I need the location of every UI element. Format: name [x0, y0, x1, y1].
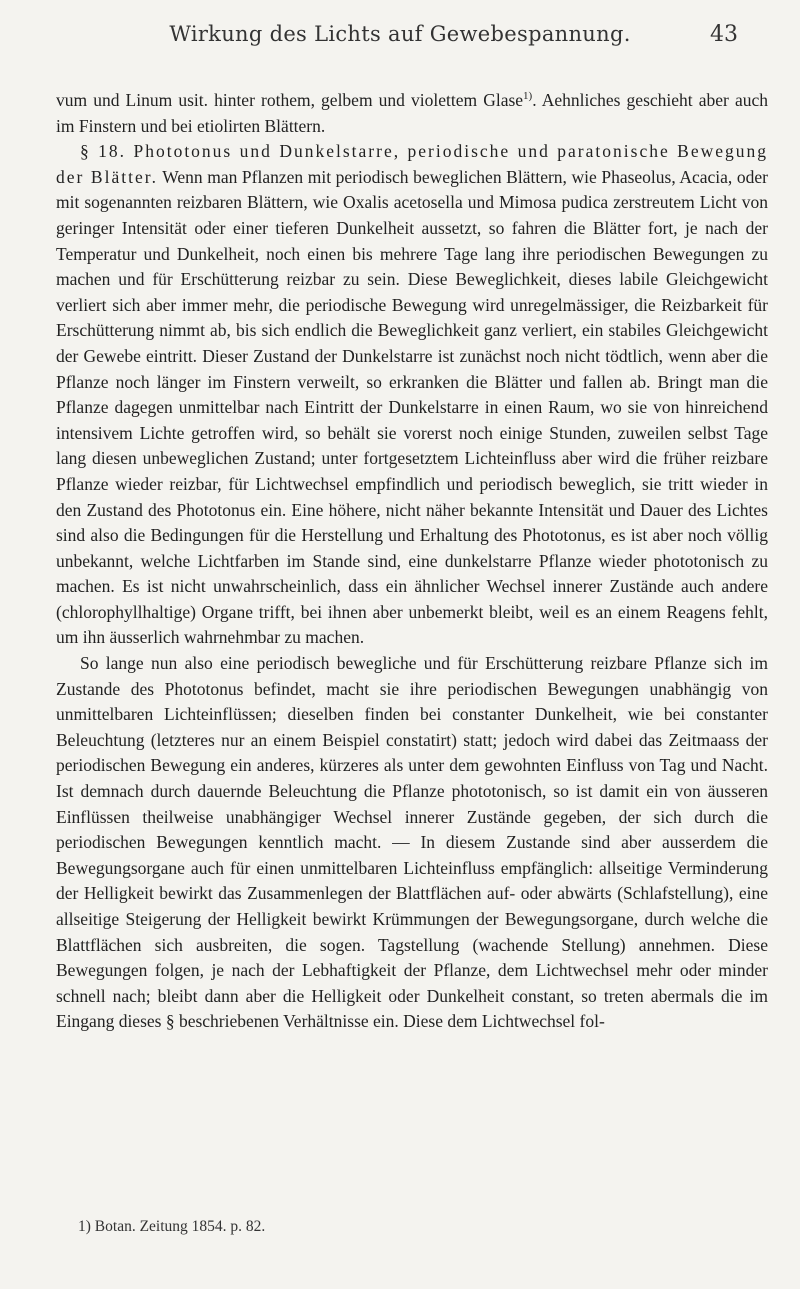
footnote: [78, 1218, 758, 1236]
paragraph-1-text: vum und Linum usit. hinter rothem, gelbem und violettem Glase: [56, 90, 524, 110]
paragraph-1-rest: . Aehnliches geschieht aber auch im Finstern und bei etiolirten Blättern.: [56, 90, 768, 136]
running-title: Wirkung des Lichts auf Gewebespannung.: [169, 22, 631, 46]
paragraph-3: So lange nun also eine periodisch bewegliche und für Erschütterung reizbare Pflanze sich im Zustande des Phototonus befindet, macht sie ihre periodischen Bewegungen unabhängig von unmittelbaren Lichteinflüssen; dieselben finden bei constanter Dunkelheit, wie bei constanter Beleuchtung (letzteres nur an einem Beispiel constatirt) statt; jedoch wird dabei das Zeitmaass der periodischen Bewegung ein anderes, kürzeres als unter dem gewohnten Einfluss von Tag und Nacht. Ist demnach durch dauernde Beleuchtung die Pflanze phototonisch, so ist damit ein von äusseren Einflüssen theilweise unabhängiger Wechsel innerer Zustände gegeben, der sich durch die periodischen Bewegungen kenntlich macht. — In diesem Zustande sind aber ausserdem die Bewegungsorgane auch für einen unmittelbaren Lichteinfluss empfänglich: allseitige Verminderung der Helligkeit bewirkt das Zusammenlegen der Blattflächen auf- oder abwärts (Schlafstellung), eine allseitige Steigerung der Helligkeit bewirkt Krümmungen der Bewegungsorgane, durch welche die Blattflächen sich ausbreiten, die sogen. Tagstellung (wachende Stellung) annehmen. Diese Bewegungen folgen, je nach der Lebhaftigkeit der Pflanze, dem Lichtwechsel mehr oder minder schnell nach; bleibt dann aber die Helligkeit oder Dunkelheit constant, so treten abermals die im Eingang dieses § beschriebenen Verhältnisse ein. Diese dem Lichtwechsel fol-: [56, 653, 768, 1032]
footnote-text: Botan. Zeitung 1854. p. 82.: [90, 1218, 266, 1235]
body-text: [56, 88, 768, 1035]
page-number: 43: [710, 22, 738, 47]
section-heading: § 18. Phototonus und Dunkelstarre, periodische und paratonische Bewegung der Blätter.: [56, 141, 768, 187]
footnote-reference: 1): [523, 90, 533, 103]
paragraph-2-text: Wenn man Pflanzen mit periodisch beweglichen Blättern, wie Phaseolus, Acacia, oder mit sogenannten reizbaren Blättern, wie Oxalis acetosella und Mimosa pudica zerstreutem Licht von geringer Intensität oder einer tieferen Dunkelheit aussetzt, so fahren die Blätter fort, je nach der Temperatur und Dunkelheit, noch einen bis mehrere Tage lang ihre periodischen Bewegungen zu machen und für Erschütterung reizbar zu sein. Diese Beweglichkeit, dieses labile Gleichgewicht verliert sich aber immer mehr, die periodische Bewegung wird unregelmässiger, die Reizbarkeit für Erschütterung nimmt ab, bis sich endlich die Beweglichkeit ganz verliert, ein stabiles Gleichgewicht der Gewebe eintritt. Dieser Zustand der Dunkelstarre ist zunächst noch nicht tödtlich, wenn aber die Pflanze noch länger im Finstern verweilt, so erkranken die Blätter und fallen ab. Bringt man die Pflanze dagegen unmittelbar nach Eintritt der Dunkelstarre in einen Raum, wo sie von hinreichend intensivem Lichte getroffen wird, so behält sie vorerst noch einige Stunden, zuweilen selbst Tage lang diesen unbeweglichen Zustand; unter fortgesetztem Lichteinfluss aber wird die früher reizbare Pflanze wieder reizbar, für Lichtwechsel empfindlich und periodisch beweglich, sie tritt wieder in den Zustand des Phototonus ein. Eine höhere, nicht näher bekannte Intensität und Dauer des Lichtes sind also die Bedingungen für die Herstellung und Erhaltung des Phototonus, es ist aber noch völlig unbekannt, welche Lichtfarben im Stande sind, eine dunkelstarre Pflanze wieder phototonisch zu machen. Es ist nicht unwahrscheinlich, dass ein ähnlicher Wechsel innerer Zustände auch andere (chlorophyllhaltige) Organe trifft, bei ihnen aber unbemerkt bleibt, weil es an einem Reagens fehlt, um ihn äusserlich wahrnehmbar zu machen.: [56, 166, 768, 648]
paragraph-1: [56, 88, 768, 139]
paragraph-2: [56, 139, 768, 651]
footnote-mark: 1): [78, 1218, 91, 1235]
page-header: [0, 22, 800, 52]
